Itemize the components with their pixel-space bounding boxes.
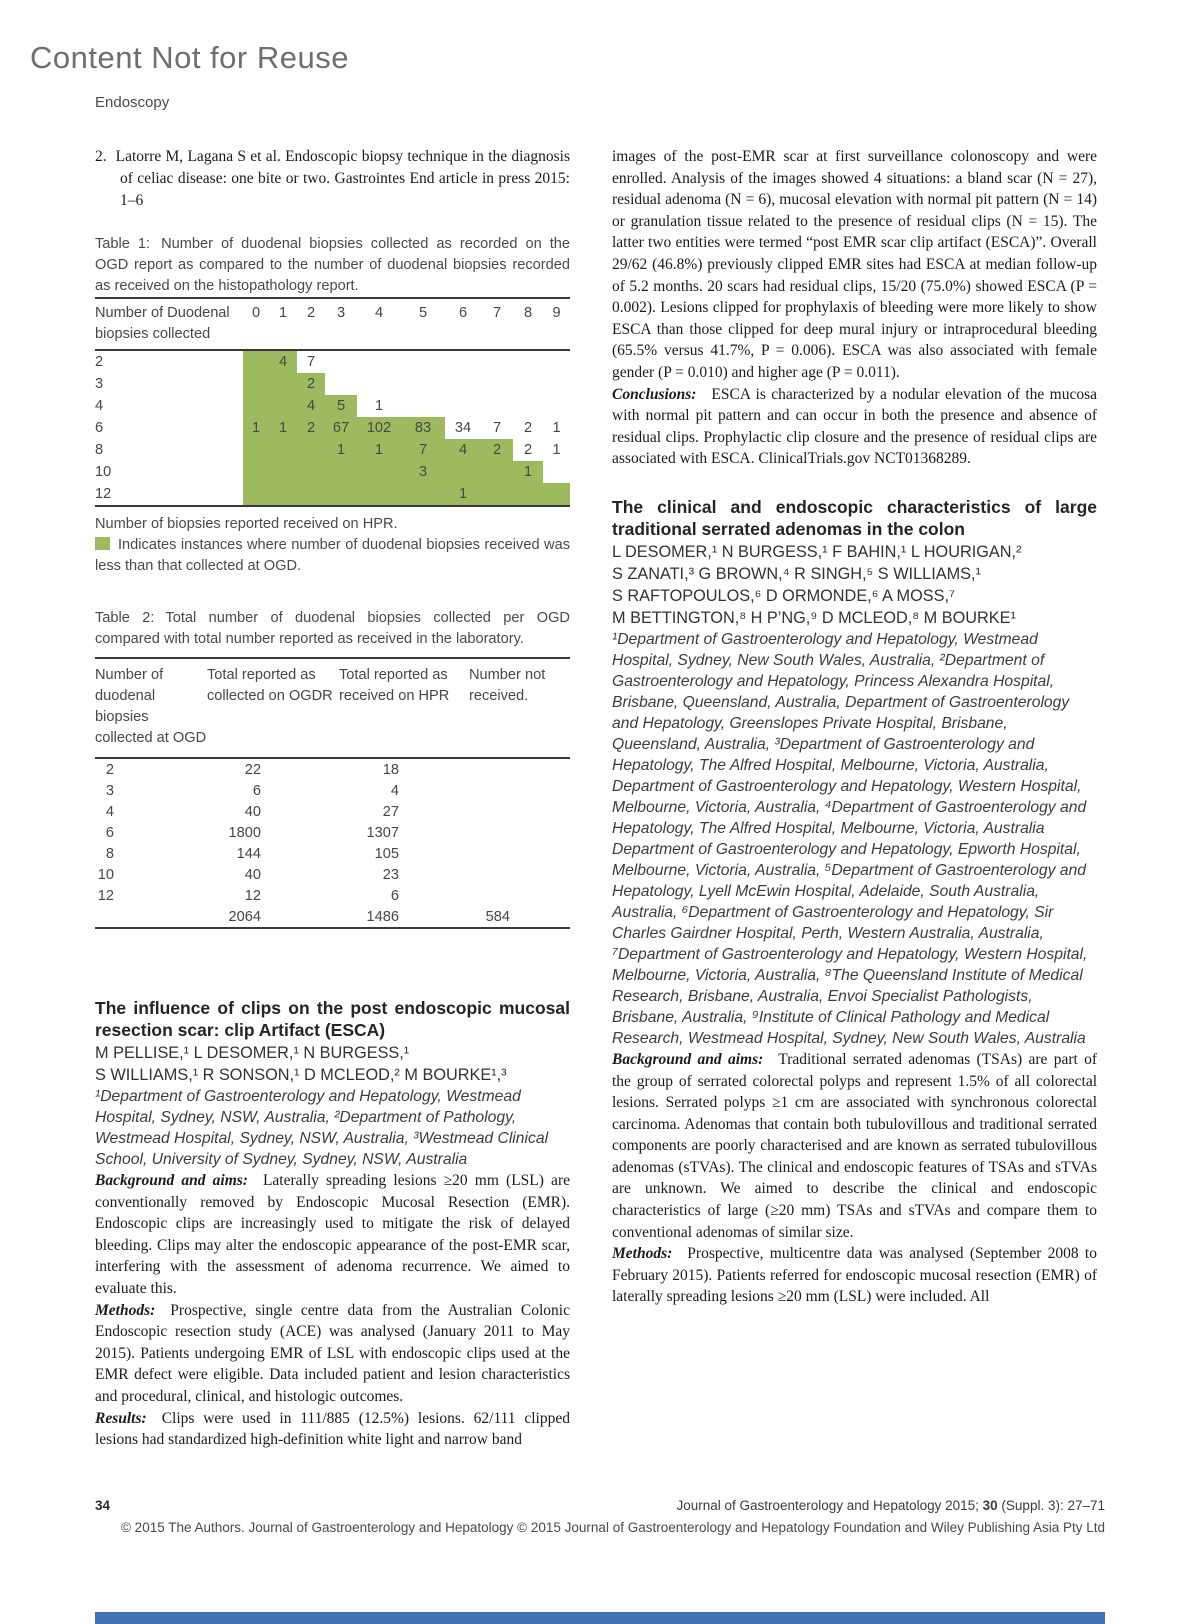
table1-row-label: 3: [95, 376, 104, 392]
table2-column-header: Total reported as received on HPR: [339, 658, 469, 758]
table1-cell: 1: [552, 420, 561, 436]
table2-cell: [95, 864, 207, 885]
tr-element: [95, 298, 570, 350]
footer-color-bar: [95, 1612, 1105, 1624]
abstract1-affiliations: ¹Department of Gastroenterology and Hepatology, Westmead Hospital, Sydney, NSW, Australia, ²Department of Pathology, Westmead Hospital, Sydney, NSW, Australia, ³Westmead Clinical School, University of Sydney, Sydney, NSW, Australia: [95, 1088, 549, 1168]
table2-cell: 12: [244, 887, 261, 904]
paragraph-lead: Conclusions:: [612, 385, 697, 403]
table1-column-header: 5: [401, 298, 445, 350]
table2-cell: [95, 822, 207, 843]
table2-cell: 144: [236, 845, 261, 862]
abstract1-body: [95, 1170, 570, 1451]
table1-cell: 7: [401, 439, 445, 461]
journal-volume: 30: [982, 1498, 998, 1513]
table1-cell: [445, 373, 481, 395]
abstract2-affiliations: ¹Department of Gastroenterology and Hepatology, Westmead Hospital, Sydney, New South Wales, Australia, ²Department of Gastroenterology and Hepatology, Princess Alexandra Hospital, Brisbane, Queensland, Australia, Department of Gastroenterology and Hepatology, Greenslopes Private Hospital, Brisbane, Queensland, Australia, ³Department of Gastroenterology and Hepatology, The Alfred Hospital, Melbourne, Victoria, Australia, Department of Gastroenterology and Hepatology, Western Hospital, Melbourne, Victoria, Australia, ⁴Department of Gastroenterology and Hepatology, The Alfred Hospital, Melbourne, Victoria, Australia Department of Gastroenterology and Hepatology, Epworth Hospital, Melbourne, Victoria, Australia, ⁵Department of Gastroenterology and Hepatology, Lyell McEwin Hospital, Adelaide, South Australia, Australia, ⁶Department of Gastroenterology and Hepatology, Sir Charles Gairdner Hospital, Perth, Western Australia, Australia, ⁷Department of Gastroenterology and Hepatology, Western Hospital, Melbourne, Victoria, Australia, ⁸The Queensland Institute of Medical Research, Brisbane, Australia, Envoi Specialist Pathologists, Brisbane, Australia, ⁹Institute of Clinical Pathology and Medical Research, Westmead Hospital, Sydney, New South Wales, Australia: [612, 630, 1088, 1047]
abstract1-continuation: [612, 146, 1097, 470]
table1-cell: [445, 350, 481, 373]
table1-column-header: 3: [325, 298, 357, 350]
table2-cell: [95, 801, 207, 822]
table1-cell: 2: [523, 442, 533, 458]
table1-cell: 34: [454, 420, 472, 436]
span-element: 6: [105, 824, 114, 841]
table1-cell: [243, 373, 269, 395]
green-legend-swatch: [95, 537, 110, 550]
table1-cell: 3: [401, 461, 445, 483]
table1-cell: [481, 395, 513, 417]
table2-cell: [95, 906, 207, 928]
table1-row-label: 8: [95, 442, 104, 458]
abstract-paragraph: Conclusions: ESCA is characterized by a nodular elevation of the mucosa with normal pit pattern and can occur in both the presence and absence of residual clips. Prophylactic clip closure and the presence of residual clips are associated with ESCA. ClinicalTrials.gov NCT01368289.: [612, 385, 1097, 468]
table1-cell: [445, 395, 481, 417]
table2-cell: [469, 822, 570, 843]
abstract1-title: The influence of clips on the post endoscopic mucosal resection scar: clip Artifact (ESCA): [95, 998, 570, 1040]
span-element: 2: [105, 761, 114, 778]
table1-cell: [243, 461, 269, 483]
journal-reference-suffix: (Suppl. 3): 27–71: [997, 1498, 1105, 1513]
span-element: 10: [97, 866, 114, 883]
table2-row: [95, 801, 570, 822]
table2-cell: 27: [382, 803, 399, 820]
table1-row-label: 4: [95, 398, 104, 414]
paragraph-lead: Methods:: [95, 1301, 156, 1319]
table2-cell: 2064: [207, 906, 339, 928]
table1-cell: [243, 439, 269, 461]
table1-cell: 1: [269, 417, 297, 439]
table1-caption: [95, 234, 570, 297]
table1-cell: [481, 373, 513, 395]
table1-cell: [513, 350, 543, 373]
abstract-paragraph: Results: Clips were used in 111/885 (12.5%) lesions. 62/111 clipped lesions had standardized high-definition white light and narrow band: [95, 1409, 570, 1449]
table2-cell: [95, 758, 207, 780]
journal-reference: [676, 1498, 1105, 1513]
table1-cell: [325, 483, 357, 506]
table1-cell: [325, 373, 357, 395]
span-element: 4: [105, 803, 114, 820]
table2-cell: 105: [374, 845, 399, 862]
journal-reference-prefix: Journal of Gastroenterology and Hepatology 2015;: [676, 1498, 983, 1513]
table1-cell: [481, 350, 513, 373]
table1-cell: [401, 350, 445, 373]
table2-cell: 23: [382, 866, 399, 883]
table1-cell: 7: [492, 420, 502, 436]
table1-cell: 2: [297, 373, 325, 395]
table1-cell: 4: [269, 350, 297, 373]
table2-row: [95, 758, 570, 780]
table2-column-header: Total reported as collected on OGDR: [207, 658, 339, 758]
table1-cell: 1: [357, 439, 401, 461]
table1-cell: 1: [243, 417, 269, 439]
table1-cell: [357, 373, 401, 395]
table1-cell: [357, 350, 401, 373]
table1-cell: 4: [445, 439, 481, 461]
table1-cell: [481, 461, 513, 483]
table1-cell: 4: [297, 395, 325, 417]
table1-column-header: 2: [297, 298, 325, 350]
table2-column-header: Number not received.: [469, 658, 570, 758]
span-element: 8: [105, 845, 114, 862]
table1-row: [95, 483, 570, 506]
table2-cell: [469, 864, 570, 885]
paragraph-lead: Methods:: [612, 1245, 673, 1263]
table1-legend-text: Indicates instances where number of duodenal biopsies received was less than that collected at OGD.: [95, 537, 570, 574]
table1-cell: [513, 373, 543, 395]
table2-cell: [95, 885, 207, 906]
table1-row-header: Number of Duodenal biopsies collected: [95, 298, 243, 350]
table1-cell: [543, 461, 570, 483]
table2-row: [95, 780, 570, 801]
table1-cell: [297, 483, 325, 506]
table1-column-header: 1: [269, 298, 297, 350]
table2-row: [95, 864, 570, 885]
table2-caption-text: Total number of duodenal biopsies collected per OGD compared with total number reported as received in the laboratory.: [95, 610, 570, 647]
table1-row: [95, 373, 570, 395]
table2-cell: [469, 801, 570, 822]
table2-cell: 1307: [366, 824, 399, 841]
abstract2-body: [612, 1049, 1097, 1308]
table1-cell: [401, 373, 445, 395]
table1-cell: 5: [325, 395, 357, 417]
paragraph-lead: Background and aims:: [612, 1050, 764, 1068]
table1-cell: [513, 395, 543, 417]
table2-cell: 40: [244, 866, 261, 883]
table1-cell: 1: [374, 398, 384, 414]
thead-element: [95, 658, 570, 758]
table1-cell: [269, 395, 297, 417]
table1-cell: [401, 395, 445, 417]
right-column: [612, 146, 1097, 1308]
abstract-paragraph: Background and aims: Laterally spreading lesions ≥20 mm (LSL) are conventionally removed by Endoscopic Mucosal Resection (EMR). Endoscopic clips are increasingly used to mitigate the risk of delayed bleeding. Clips may alter the endoscopic appearance of the post-EMR scar, interfering with the assessment of adenoma recurrence. We aimed to evaluate this.: [95, 1172, 570, 1297]
table1-caption-text: Number of duodenal biopsies collected as recorded on the OGD report as compared to the number of duodenal biopsies recorded as received on the histopathology report.: [95, 236, 570, 294]
abstract-paragraph: Background and aims: Traditional serrated adenomas (TSAs) are part of the group of serrated colorectal polyps and represent 1.5% of all colorectal lesions. Serrated polyps ≥1 cm are associated with synchronous colorectal carcinoma. Adenomas that contain both tubulovillous and traditional serrated components are poorly characterised and are known as serrated tubulovillous adenomas (sTVAs). The clinical and endoscopic features of TSAs and sTVAs are unknown. We aimed to describe the clinical and endoscopic characteristics of large (≥20 mm) TSAs and sTVAs and compare them to conventional adenomas of similar size.: [612, 1050, 1098, 1241]
table1-row: [95, 350, 570, 373]
table1-cell: 67: [325, 417, 357, 439]
table1-cell: 1: [513, 461, 543, 483]
table1-column-header: 9: [543, 298, 570, 350]
table1-column-header: 8: [513, 298, 543, 350]
table1-cell: [401, 483, 445, 506]
abstract-paragraph: Methods: Prospective, multicentre data was analysed (September 2008 to February 2015). Patients referred for endoscopic mucosal resection (EMR) of laterally spreading lesions ≥20 mm (LSL) were included. All: [612, 1245, 1097, 1306]
table2-cell: [95, 843, 207, 864]
table1-cell: [543, 350, 570, 373]
table1-row-label: 2: [95, 354, 104, 370]
page-number: 34: [95, 1498, 111, 1513]
table2-cell: 1800: [228, 824, 261, 841]
table1-caption-label: Table 1:: [95, 236, 151, 252]
table2-row: [95, 906, 570, 928]
table1-row-label: 6: [95, 420, 104, 436]
span-element: 3: [105, 782, 114, 799]
table2-cell: 6: [252, 782, 261, 799]
table2-cell: 22: [244, 761, 261, 778]
table1-cell: [357, 461, 401, 483]
abstract2-authors: L DESOMER,¹ N BURGESS,¹ F BAHIN,¹ L HOURIGAN,² S ZANATI,³ G BROWN,⁴ R SINGH,⁵ S WILLIAMS,¹ S RAFTOPOULOS,⁶ D ORMONDE,⁶ A MOSS,⁷ M BETTINGTON,⁸ H P’NG,⁹ D MCLEOD,⁸ M BOURKE¹: [612, 542, 1022, 627]
table2-cell: [469, 885, 570, 906]
table1-cell: [543, 373, 570, 395]
tbody-element: [95, 758, 570, 928]
left-column: [95, 146, 570, 1451]
span-element: 12: [97, 887, 114, 904]
table1-legend: [95, 535, 570, 577]
copyright-line: © 2015 The Authors. Journal of Gastroenterology and Hepatology © 2015 Journal of Gastroenterology and Hepatology Foundation and Wiley Publishing Asia Pty Ltd: [120, 1520, 1105, 1535]
watermark-text: Content Not for Reuse: [30, 40, 349, 75]
table1-cell: [543, 483, 570, 506]
table1-cell: [543, 395, 570, 417]
table1-footnote: Number of biopsies reported received on HPR.: [95, 516, 398, 532]
table1-cell: [243, 395, 269, 417]
table2-row: [95, 843, 570, 864]
abstract-paragraph: Methods: Prospective, single centre data from the Australian Colonic Endoscopic resection study (ACE) was analysed (January 2011 to May 2015). Patients undergoing EMR of LSL with endoscopic clips used at the EMR defect were eligible. Data included patient and lesion characteristics and procedural, clinical, and histologic outcomes.: [95, 1301, 570, 1405]
reference-text: Latorre M, Lagana S et al. Endoscopic biopsy technique in the diagnosis of celiac disease: one bite or two. Gastrointes End article in press 2015: 1–6: [115, 148, 570, 209]
table1-cell: 2: [523, 420, 533, 436]
table1-column-header: 7: [481, 298, 513, 350]
table2-cell: 6: [390, 887, 399, 904]
table1-cell: [269, 439, 297, 461]
table2-cell: 40: [244, 803, 261, 820]
table2-row: [95, 885, 570, 906]
abstract2-title: The clinical and endoscopic characteristics of large traditional serrated adenomas in the colon: [612, 496, 1097, 539]
table2-cell: 4: [390, 782, 399, 799]
table1-cell: 1: [445, 483, 481, 506]
table2-caption-label: Table 2:: [95, 610, 155, 626]
table2-cell: [469, 780, 570, 801]
table1-cell: [445, 461, 481, 483]
table1-column-header: 0: [243, 298, 269, 350]
table1-row: [95, 461, 570, 483]
table2-totals: [95, 657, 570, 929]
table1-row-label: 10: [95, 464, 112, 480]
table2-cell: [469, 758, 570, 780]
table1-cell: 1: [325, 439, 357, 461]
table1-cell: [269, 461, 297, 483]
table1-row: [95, 439, 570, 461]
table1-biopsies-matrix: [95, 297, 570, 507]
table1-cell: 2: [297, 417, 325, 439]
reference-item: [95, 146, 570, 212]
table1-row: [95, 417, 570, 439]
table1-cell: [325, 461, 357, 483]
table2-cell: [95, 780, 207, 801]
table1-cell: [243, 483, 269, 506]
table2-cell: 584: [469, 906, 570, 928]
table1-cell: [269, 373, 297, 395]
table1-column-header: 4: [357, 298, 401, 350]
reference-number: 2.: [95, 148, 107, 165]
abstract1-authors: M PELLISE,¹ L DESOMER,¹ N BURGESS,¹ S WILLIAMS,¹ R SONSON,¹ D MCLEOD,² M BOURKE¹,³: [95, 1044, 507, 1084]
table2-cell: 1486: [339, 906, 469, 928]
table1-cell: [481, 483, 513, 506]
table1-cell: [325, 350, 357, 373]
section-label: Endoscopy: [95, 94, 170, 111]
table2-column-header: Number of duodenal biopsies collected at OGD: [95, 658, 207, 758]
table1-cell: 7: [306, 354, 316, 370]
table2-cell: [469, 843, 570, 864]
abstract-paragraph: images of the post-EMR scar at first surveillance colonoscopy and were enrolled. Analysis of the images showed 4 situations: a bland scar (N = 27), residual adenoma (N = 6), mucosal elevation with normal pit pattern (N = 14) or granulation tissue related to the presence of residual clips (N = 15). The latter two entities were termed “post EMR scar clip artifact (ESCA)”. Overall 29/62 (46.8%) previously clipped EMR sites had ESCA at median follow-up of 5.2 months. 20 scars had residual clips, 15/20 (75.0%) showed ESCA (P = 0.002). Lesions clipped for prophylaxis of bleeding were more likely to show ESCA than those clipped for deep mural injury or intraprocedural bleeding (65.5% versus 41.7%, P = 0.006). ESCA was also associated with female gender (P = 0.010) and higher age (P = 0.011).: [612, 148, 1097, 381]
table1-cell: [243, 350, 269, 373]
table1-row-label: 12: [95, 483, 243, 506]
table1-cell: [297, 439, 325, 461]
tbody-element: [95, 350, 570, 506]
table1-cell: 2: [481, 439, 513, 461]
table2-cell: 18: [382, 761, 399, 778]
table1-cell: 83: [401, 417, 445, 439]
table1-cell: [357, 483, 401, 506]
table1-cell: 102: [357, 417, 401, 439]
table1-cell: [269, 483, 297, 506]
paragraph-lead: Results:: [95, 1409, 147, 1427]
table1-cell: [297, 461, 325, 483]
table1-row: [95, 395, 570, 417]
thead-element: [95, 298, 570, 350]
table2-caption: [95, 608, 570, 650]
tr-element: [95, 658, 570, 758]
table1-cell: [513, 483, 543, 506]
paragraph-lead: Background and aims:: [95, 1172, 248, 1189]
table1-column-header: 6: [445, 298, 481, 350]
table2-row: [95, 822, 570, 843]
table1-cell: 1: [552, 442, 561, 458]
